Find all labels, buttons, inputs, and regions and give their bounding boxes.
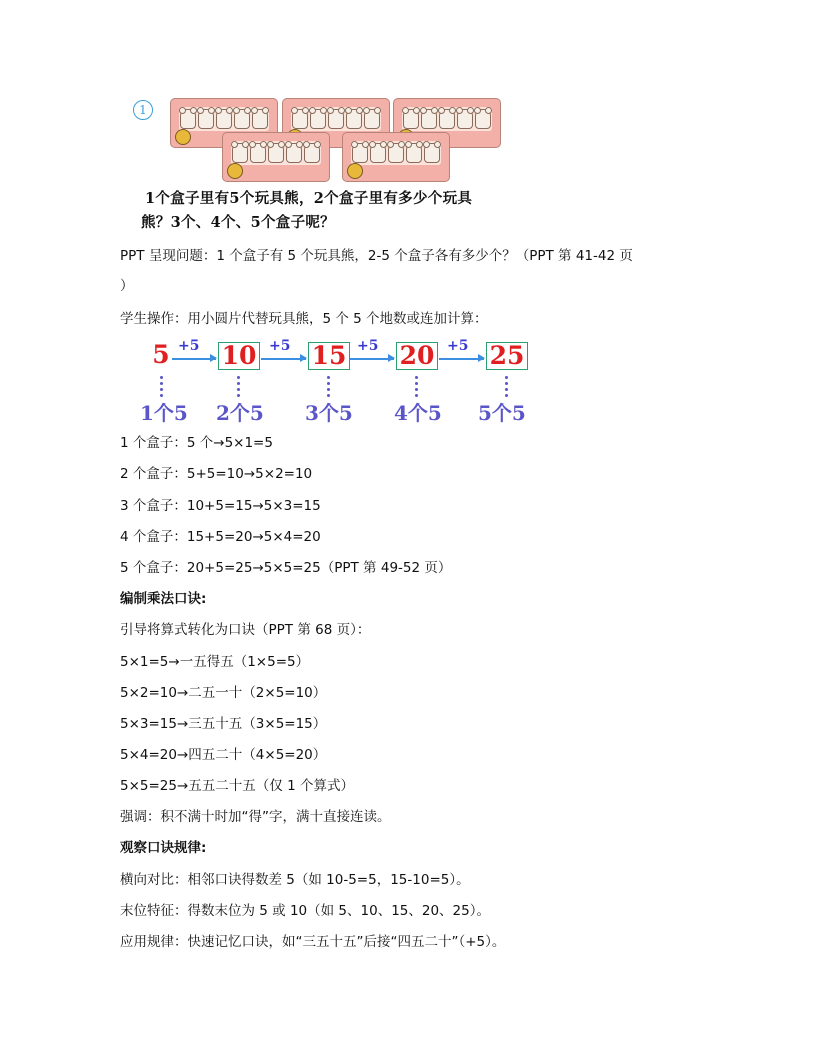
- chain-box-number: 20: [396, 342, 438, 370]
- observe-line: 横向对比：相邻口诀得数差 5（如 10-5=5，15-10=5）。: [120, 872, 470, 888]
- rhyme-line: 5×5=25→五五二十五（仅 1 个算式）: [120, 778, 354, 794]
- section-heading-compile: 编制乘法口诀:: [120, 591, 207, 607]
- circled-number: 1: [133, 100, 153, 120]
- box-calc-line: 2 个盒子：5+5=10→5×2=10: [120, 466, 313, 482]
- right-arrow-icon: [439, 358, 484, 360]
- rhyme-line: 5×1=5→一五得五（1×5=5）: [120, 654, 310, 670]
- box-calc-line: 3 个盒子：10+5=15→5×3=15: [120, 498, 321, 514]
- group-label: 3个5: [305, 401, 353, 425]
- observe-line: 应用规律：快速记忆口诀，如“三五十五”后接“四五二十”（+5）。: [120, 934, 506, 950]
- right-arrow-icon: [261, 358, 306, 360]
- chain-box-number: 15: [308, 342, 350, 370]
- bear-box: [342, 132, 450, 182]
- caption-line-1: 1个盒子里有5个玩具熊，2个盒子里有多少个玩具: [145, 190, 473, 207]
- compile-intro: 引导将算式转化为口诀（PPT 第 68 页）：: [120, 622, 371, 638]
- box-calc-line: 4 个盒子：15+5=20→5×4=20: [120, 529, 321, 545]
- group-label: 4个5: [394, 401, 442, 425]
- group-label: 1个5: [140, 401, 188, 425]
- rhyme-line: 5×2=10→二五一十（2×5=10）: [120, 685, 327, 701]
- group-label: 2个5: [216, 401, 264, 425]
- step-label: +5: [447, 338, 469, 354]
- box-calc-line: 5 个盒子：20+5=25→5×5=25（PPT 第 49-52 页）: [120, 560, 452, 576]
- chain-box-number: 10: [218, 342, 260, 370]
- rhyme-line: 5×3=15→三五十五（3×5=15）: [120, 716, 327, 732]
- bear-box: [222, 132, 330, 182]
- plus-five-chain: [140, 333, 540, 428]
- emphasis-line: 强调：积不满十时加“得”字，满十直接连读。: [120, 809, 391, 825]
- coin-icon: [227, 163, 243, 179]
- step-label: +5: [178, 338, 200, 354]
- observe-line: 末位特征：得数末位为 5 或 10（如 5、10、15、20、25）。: [120, 903, 490, 919]
- coin-icon: [347, 163, 363, 179]
- coin-icon: [175, 129, 191, 145]
- ppt-problem-line-cont: ）: [120, 278, 134, 294]
- right-arrow-icon: [172, 358, 216, 360]
- rhyme-line: 5×4=20→四五二十（4×5=20）: [120, 747, 327, 763]
- right-arrow-icon: [350, 358, 394, 360]
- caption-line-2: 熊？3个、4个、5个盒子呢？: [141, 214, 335, 231]
- section-heading-observe: 观察口诀规律:: [120, 840, 207, 856]
- chain-box-number: 25: [486, 342, 528, 370]
- group-label: 5个5: [478, 401, 526, 425]
- ppt-problem-line: PPT 呈现问题：1 个盒子有 5 个玩具熊，2-5 个盒子各有多少个？（PPT 第 41-42 页: [120, 248, 633, 264]
- chain-start-number: 5: [152, 340, 170, 369]
- figure-caption: [141, 187, 521, 235]
- box-calc-line: 1 个盒子：5 个→5×1=5: [120, 435, 273, 451]
- step-label: +5: [269, 338, 291, 354]
- step-label: +5: [357, 338, 379, 354]
- student-operation-line: 学生操作：用小圆片代替玩具熊，5 个 5 个地数或连加计算：: [120, 311, 488, 327]
